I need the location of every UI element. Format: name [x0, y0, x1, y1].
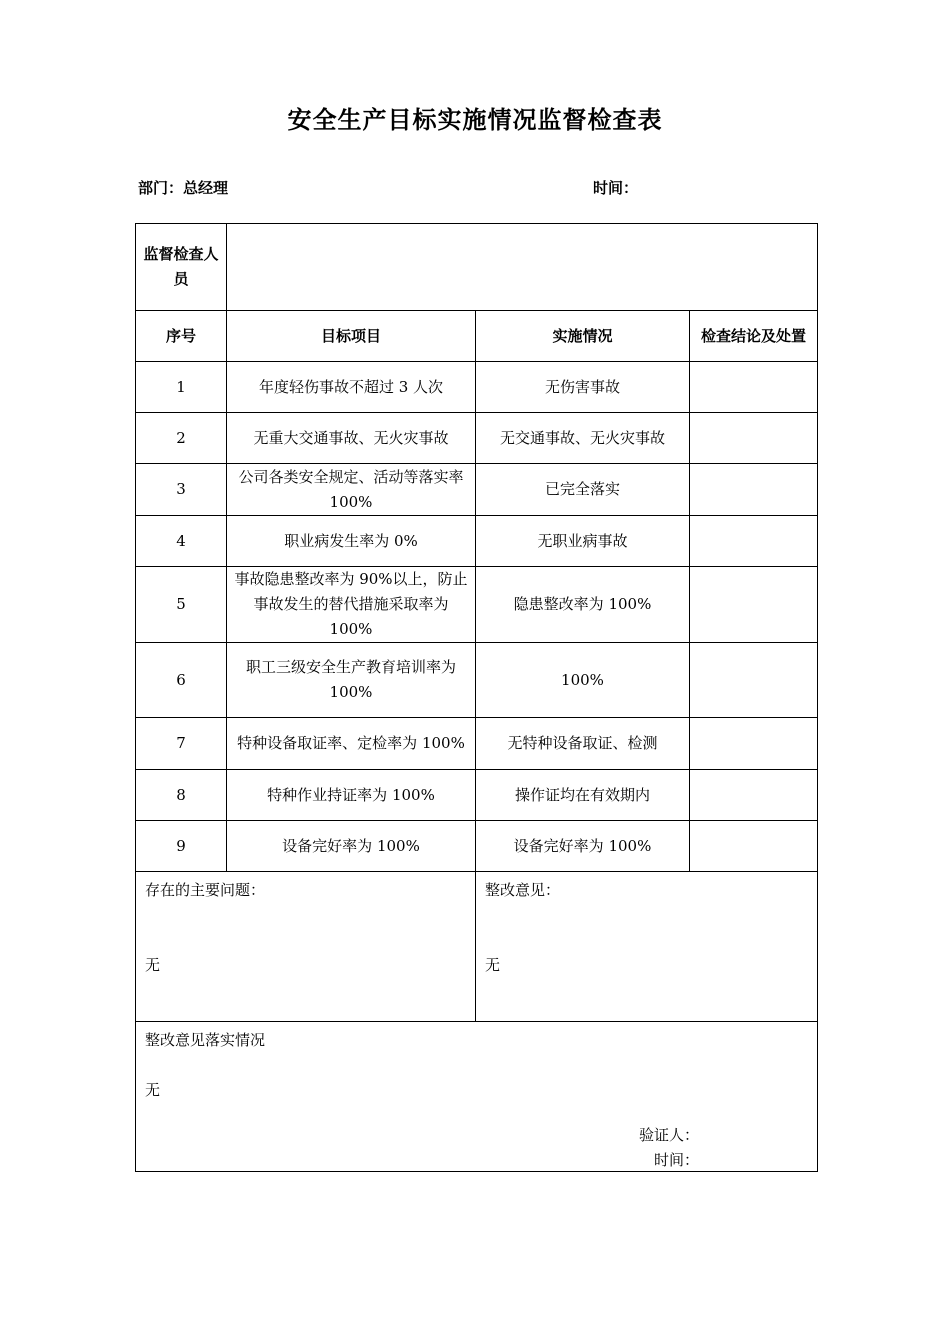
row-target: 特种设备取证率、定检率为 100% [227, 718, 476, 770]
opinions-cell [476, 872, 818, 1022]
row-conclusion [690, 770, 818, 821]
inspection-table [135, 223, 818, 1172]
table-row [136, 643, 818, 718]
document-title: 安全生产目标实施情况监督检查表 [287, 106, 663, 134]
row-number: 2 [136, 413, 227, 464]
row-conclusion [690, 821, 818, 872]
row-target: 公司各类安全规定、活动等落实率 100% [227, 464, 476, 516]
row-number: 4 [136, 516, 227, 567]
inspector-value [227, 224, 818, 311]
row-number: 7 [136, 718, 227, 770]
column-header-status: 实施情况 [476, 311, 690, 362]
implementation-label: 整改意见落实情况 [145, 1031, 266, 1049]
row-conclusion [690, 413, 818, 464]
time-field: 时间： [593, 179, 639, 197]
row-status: 无职业病事故 [476, 516, 690, 567]
row-target: 年度轻伤事故不超过 3 人次 [227, 362, 476, 413]
implementation-row [136, 1022, 818, 1172]
row-status: 操作证均在有效期内 [476, 770, 690, 821]
implementation-cell [136, 1022, 818, 1172]
problems-label: 存在的主要问题： [145, 881, 266, 899]
row-conclusion [690, 567, 818, 643]
row-conclusion [690, 464, 818, 516]
row-status: 已完全落实 [476, 464, 690, 516]
inspector-row [136, 224, 818, 311]
problems-cell [136, 872, 476, 1022]
row-conclusion [690, 718, 818, 770]
row-status: 100% [476, 643, 690, 718]
inspector-label: 监督检查人员 [136, 224, 227, 311]
row-number: 3 [136, 464, 227, 516]
row-target: 事故隐患整改率为 90%以上，防止事故发生的替代措施采取率为 100% [227, 567, 476, 643]
row-number: 6 [136, 643, 227, 718]
opinions-label: 整改意见： [485, 881, 561, 899]
table-row [136, 821, 818, 872]
header-row [136, 311, 818, 362]
row-conclusion [690, 516, 818, 567]
verifier-label: 验证人： [639, 1126, 700, 1144]
department-field: 部门：总经理 [138, 179, 229, 197]
verify-time-label: 时间： [654, 1151, 700, 1169]
row-target: 职业病发生率为 0% [227, 516, 476, 567]
row-number: 1 [136, 362, 227, 413]
table-row [136, 718, 818, 770]
row-conclusion [690, 362, 818, 413]
row-number: 9 [136, 821, 227, 872]
table-row [136, 362, 818, 413]
row-target: 职工三级安全生产教育培训率为 100% [227, 643, 476, 718]
table-row [136, 464, 818, 516]
table-row [136, 770, 818, 821]
row-target: 无重大交通事故、无火灾事故 [227, 413, 476, 464]
row-number: 8 [136, 770, 227, 821]
row-target: 设备完好率为 100% [227, 821, 476, 872]
column-header-conclusion: 检查结论及处置 [690, 311, 818, 362]
problems-opinions-row [136, 872, 818, 1022]
column-header-no: 序号 [136, 311, 227, 362]
column-header-target: 目标项目 [227, 311, 476, 362]
row-status: 无特种设备取证、检测 [476, 718, 690, 770]
table-row [136, 567, 818, 643]
row-target: 特种作业持证率为 100% [227, 770, 476, 821]
problems-value: 无 [145, 956, 161, 974]
table-row [136, 516, 818, 567]
row-status: 无伤害事故 [476, 362, 690, 413]
opinions-value: 无 [485, 956, 501, 974]
row-conclusion [690, 643, 818, 718]
row-status: 设备完好率为 100% [476, 821, 690, 872]
row-status: 隐患整改率为 100% [476, 567, 690, 643]
row-status: 无交通事故、无火灾事故 [476, 413, 690, 464]
implementation-value: 无 [145, 1081, 161, 1099]
row-number: 5 [136, 567, 227, 643]
table-row [136, 413, 818, 464]
